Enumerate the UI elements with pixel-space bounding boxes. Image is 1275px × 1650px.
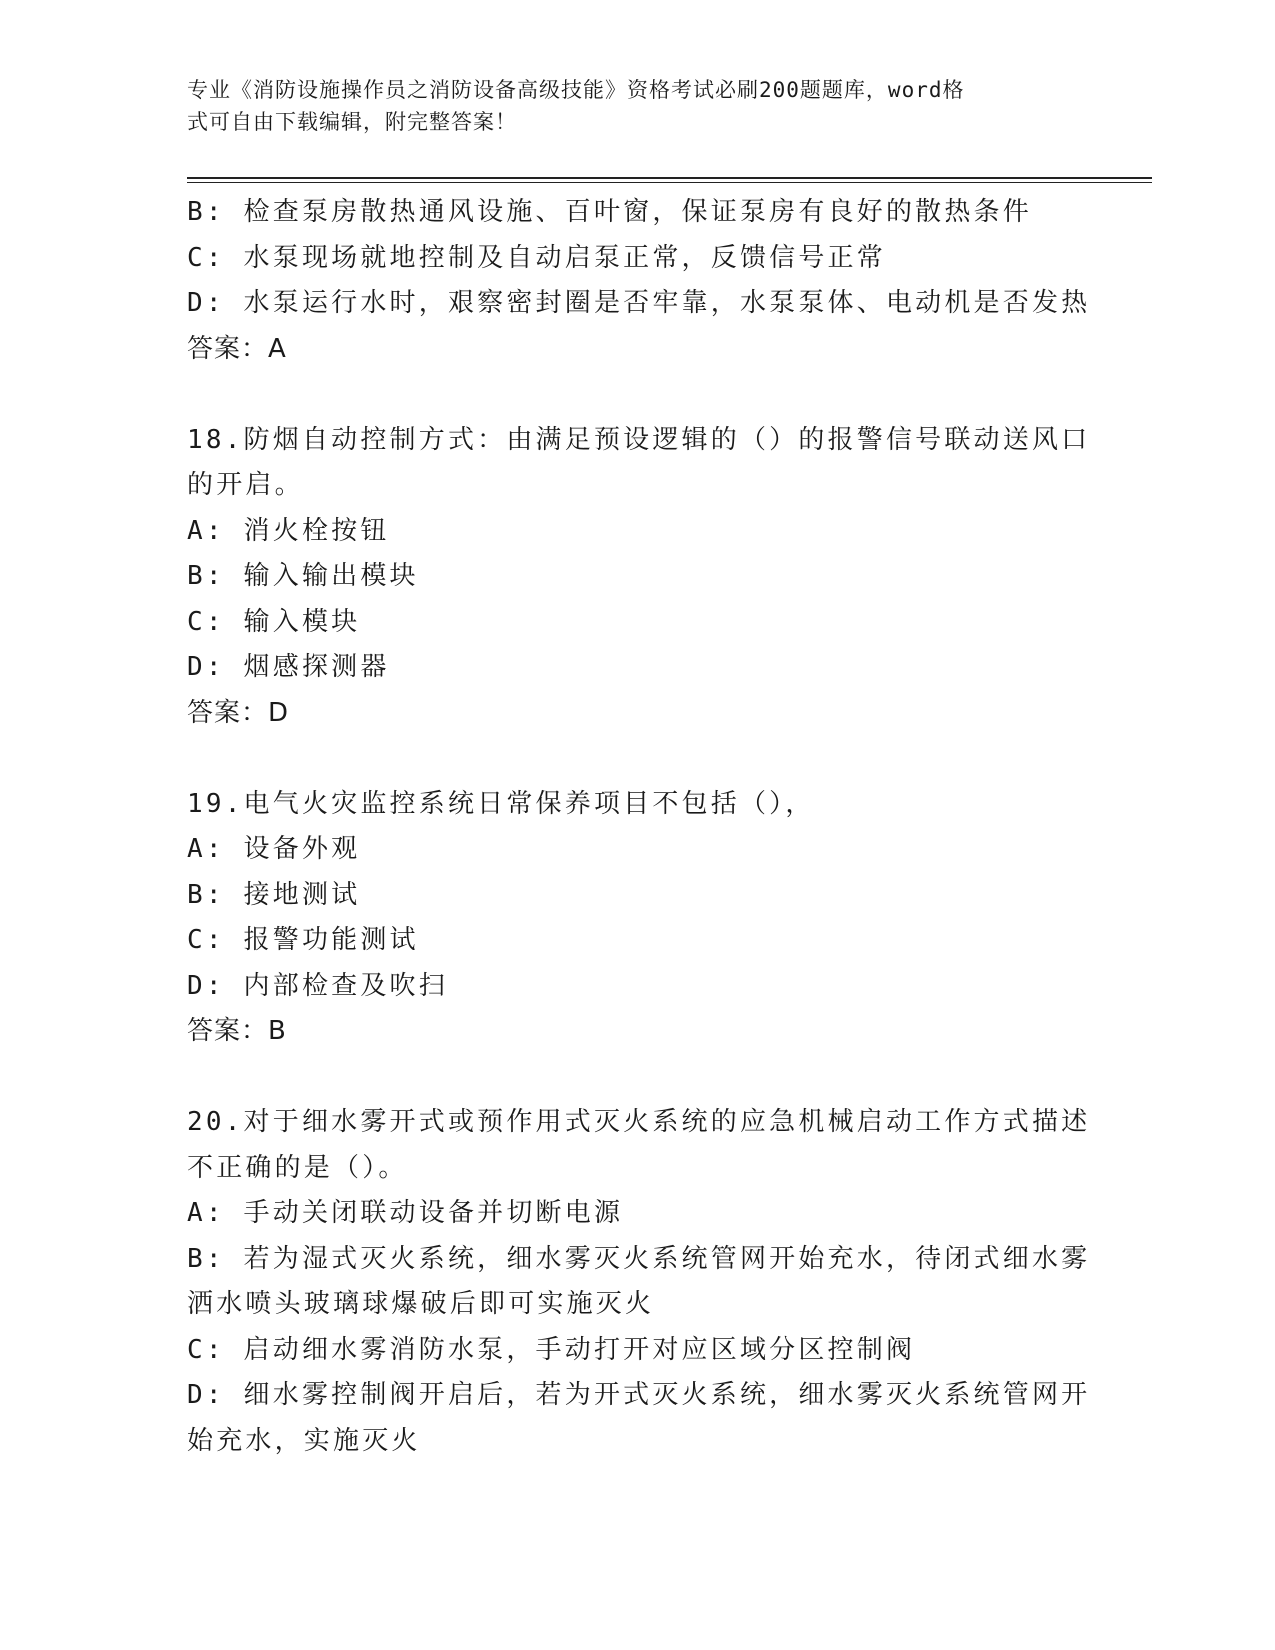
option-a: A: 消火栓按钮	[187, 515, 390, 546]
question-20	[187, 1100, 1091, 1464]
spacer	[187, 736, 1087, 782]
option-c: C: 报警功能测试	[187, 925, 419, 955]
option-b: B: 输入输出模块	[187, 561, 419, 591]
option-b: B: 检查泵房散热通风设施、百叶窗，保证泵房有良好的散热条件	[187, 197, 1032, 227]
option-d: D: 烟感探测器	[187, 652, 390, 682]
header-line-2: 式可自由下载编辑，附完整答案！	[187, 110, 517, 134]
question-text-line-1: 20.对于细水雾开式或预作用式灭火系统的应急机械启动工作方式描述	[187, 1107, 1091, 1137]
option-d: D: 水泵运行水时，艰察密封圈是否牢靠，水泵泵体、电动机是否发热	[187, 288, 1091, 318]
question-text-line-2: 不正确的是（）。	[187, 1152, 408, 1183]
spacer	[187, 372, 1087, 418]
option-b-line-1: B: 若为湿式灭火系统，细水雾灭火系统管网开始充水，待闭式细水雾	[187, 1243, 1091, 1274]
option-a: A: 手动关闭联动设备并切断电源	[187, 1198, 624, 1228]
option-b-line-2: 洒水喷头玻璃球爆破后即可实施灭火	[187, 1289, 655, 1319]
question-text-line-1: 18.防烟自动控制方式：由满足预设逻辑的（）的报警信号联动送风口	[187, 424, 1091, 455]
header-line-1: 专业《消防设施操作员之消防设备高级技能》资格考试必刷200题题库，word格	[187, 78, 965, 102]
option-b: B: 接地测试	[187, 879, 361, 910]
option-c: C: 启动细水雾消防水泵，手动打开对应区域分区控制阀	[187, 1334, 916, 1365]
document-header	[187, 74, 1067, 138]
question-list	[187, 190, 1091, 1464]
answer-label: 答案：A	[187, 333, 287, 364]
option-c: C: 输入模块	[187, 606, 361, 637]
answer-label: 答案：B	[187, 1016, 287, 1046]
option-d-line-2: 始充水，实施灭火	[187, 1425, 421, 1456]
option-c: C: 水泵现场就地控制及自动启泵正常，反馈信号正常	[187, 242, 886, 273]
spacer	[187, 1055, 1087, 1101]
question-18	[187, 418, 1091, 737]
question-text-line-2: 的开启。	[187, 470, 304, 500]
question-text-line-1: 19.电气火灾监控系统日常保养项目不包括（），	[187, 788, 815, 819]
answer-label: 答案：D	[187, 697, 290, 728]
option-d: D: 内部检查及吹扫	[187, 970, 448, 1001]
option-d-line-1: D: 细水雾控制阀开启后，若为开式灭火系统，细水雾灭火系统管网开	[187, 1380, 1091, 1410]
question-19	[187, 782, 1087, 1055]
header-divider	[187, 177, 1152, 183]
question-17-tail	[187, 190, 1091, 372]
option-a: A: 设备外观	[187, 834, 361, 864]
